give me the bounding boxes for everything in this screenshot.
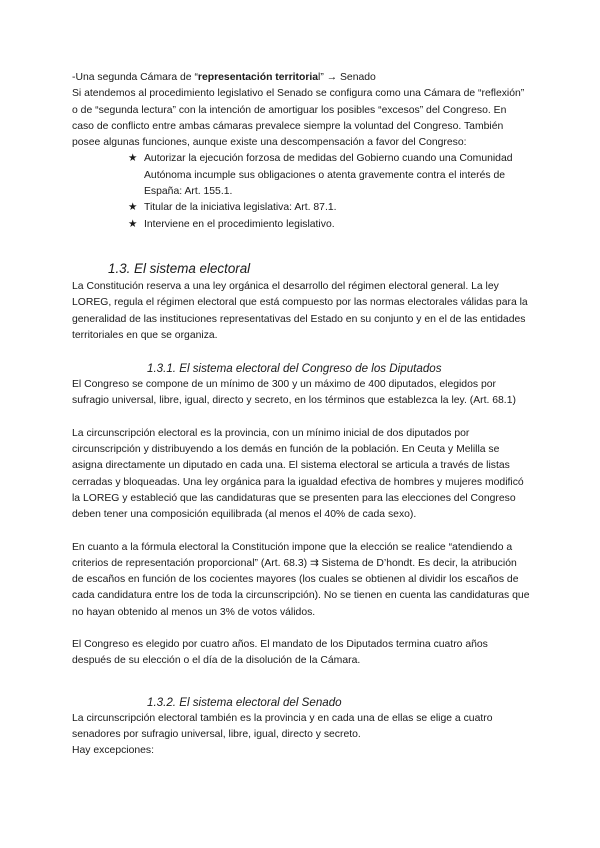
document-body bbox=[72, 70, 530, 760]
senado-excepciones-line: Hay excepciones: bbox=[72, 745, 155, 757]
intro-line-pre: -Una segunda Cámara de “ bbox=[72, 72, 198, 83]
section-heading-1-3-2: 1.3.2. El sistema electoral del Senado bbox=[147, 695, 342, 709]
star-icon: ★ bbox=[128, 153, 138, 165]
intro-paragraph: Si atendemos al procedimiento legislativo el Senado se configura como una Cámara de “reflexión” o de “segunda lectura” con la intención de amortiguar los posibles “excesos” del Congreso. En caso de conflicto entre ambas cámaras prevalece siempre la voluntad del Congreso. También posee algunas funciones, aunque existe una descompensación a favor del Congreso: bbox=[72, 88, 525, 149]
list-item bbox=[128, 200, 530, 216]
congreso-mandato-paragraph: El Congreso es elegido por cuatro años. El mandato de los Diputados termina cuatro años después de su elección o el día de la disolución de la Cámara. bbox=[72, 639, 488, 667]
list-item-text: Autorizar la ejecución forzosa de medidas del Gobierno cuando una Comunidad Autónoma incumple sus obligaciones o atenta gravemente contra el interés de España: Art. 155.1. bbox=[144, 153, 513, 198]
intro-line-post: l” → Senado bbox=[318, 72, 376, 83]
list-item bbox=[128, 217, 530, 233]
list-item-text: Interviene en el procedimiento legislativo. bbox=[144, 218, 335, 230]
functions-list bbox=[72, 151, 530, 232]
section-heading-1-3-1: 1.3.1. El sistema electoral del Congreso de los Diputados bbox=[147, 362, 442, 376]
section-1-3-paragraph: La Constitución reserva a una ley orgánica el desarrollo del régimen electoral general. La ley LOREG, regula el régimen electoral que está compuesto por las normas electorales válidas para la generalidad de las instituciones representativas del Estado en su conjunto y en el de las entidades territoriales en que se organiza. bbox=[72, 280, 528, 341]
congreso-formula-paragraph: En cuanto a la fórmula electoral la Constitución impone que la elección se realice “atendiendo a criterios de representación proporcional” (Art. 68.3) ⇉ Sistema de D’hondt. Es decir, la atribución de escaños en función de los cocientes mayores (los cuales se obtienen al dividir los escaños de cada candidatura entre los de toda la circunscripción). No se tienen en cuenta las candidaturas que no hayan obtenido al menos un 3% de votos válidos. bbox=[72, 541, 530, 618]
intro-line bbox=[72, 70, 530, 86]
list-item-text: Titular de la iniciativa legislativa: Art. 87.1. bbox=[144, 202, 337, 214]
star-icon: ★ bbox=[128, 202, 138, 214]
intro-line-bold: representación territoria bbox=[197, 72, 319, 83]
congreso-circunscripcion-paragraph: La circunscripción electoral es la provincia, con un mínimo inicial de dos diputados por circunscripción y distribuyendo a los demás en función de la población. En Ceuta y Melilla se asigna directamente un diputado en cada una. El sistema electoral se articula a través de listas cerradas y bloqueadas. Una ley orgánica para la igualdad efectiva de hombres y mujeres modificó la LOREG y estableció que las candidaturas que se presenten para las elecciones del Congreso deben tener una composición equilibrada (al menos el 40% de cada sexo). bbox=[72, 427, 524, 521]
congreso-composition-paragraph: El Congreso se compone de un mínimo de 300 y un máximo de 400 diputados, elegidos por sufragio universal, libre, igual, directo y secreto, en los términos que establezca la ley. (Art. 68.1) bbox=[72, 379, 516, 407]
star-icon: ★ bbox=[128, 218, 138, 230]
senado-circunscripcion-paragraph: La circunscripción electoral también es la provincia y en cada una de ellas se elige a cuatro senadores por sufragio universal, libre, igual, directo y secreto. bbox=[72, 712, 493, 740]
list-item bbox=[128, 151, 530, 200]
section-heading-1-3: 1.3. El sistema electoral bbox=[108, 260, 251, 276]
